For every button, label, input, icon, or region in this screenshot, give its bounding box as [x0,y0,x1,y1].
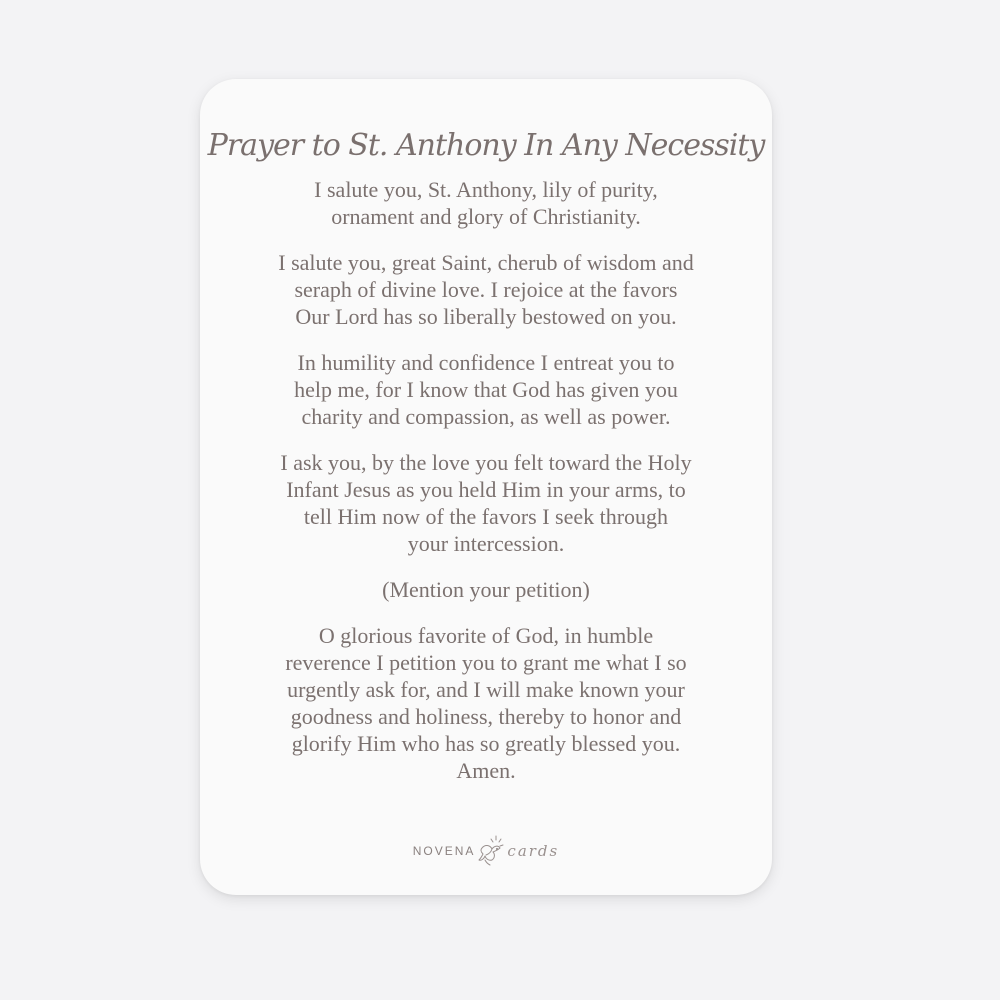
prayer-paragraph: I salute you, great Saint, cherub of wisdom and seraph of divine love. I rejoice at the favors Our Lord has so liberally bestowed on you. [278,250,694,329]
dove-icon [476,834,506,868]
prayer-body [224,176,748,803]
prayer-paragraph: I ask you, by the love you felt toward the Holy Infant Jesus as you held Him in your arms, to tell Him now of the favors I seek through your intercession. [280,450,692,556]
logo-novena-text: NOVENA [412,844,476,858]
logo-cards-text: cards [507,842,560,860]
prayer-paragraph: O glorious favorite of God, in humble reverence I petition you to grant me what I so urgently ask for, and I will make known your goodness and holiness, thereby to honor and glorify Him who has so greatly blessed you. Amen. [285,623,687,783]
prayer-paragraph: In humility and confidence I entreat you to help me, for I know that God has given you charity and compassion, as well as power. [294,350,678,429]
novena-cards-logo [200,831,772,871]
prayer-title: Prayer to St. Anthony In Any Necessity [207,128,765,163]
prayer-card [200,79,772,895]
petition-instruction: (Mention your petition) [382,577,590,602]
prayer-paragraph: I salute you, St. Anthony, lily of purity, ornament and glory of Christianity. [314,177,658,229]
